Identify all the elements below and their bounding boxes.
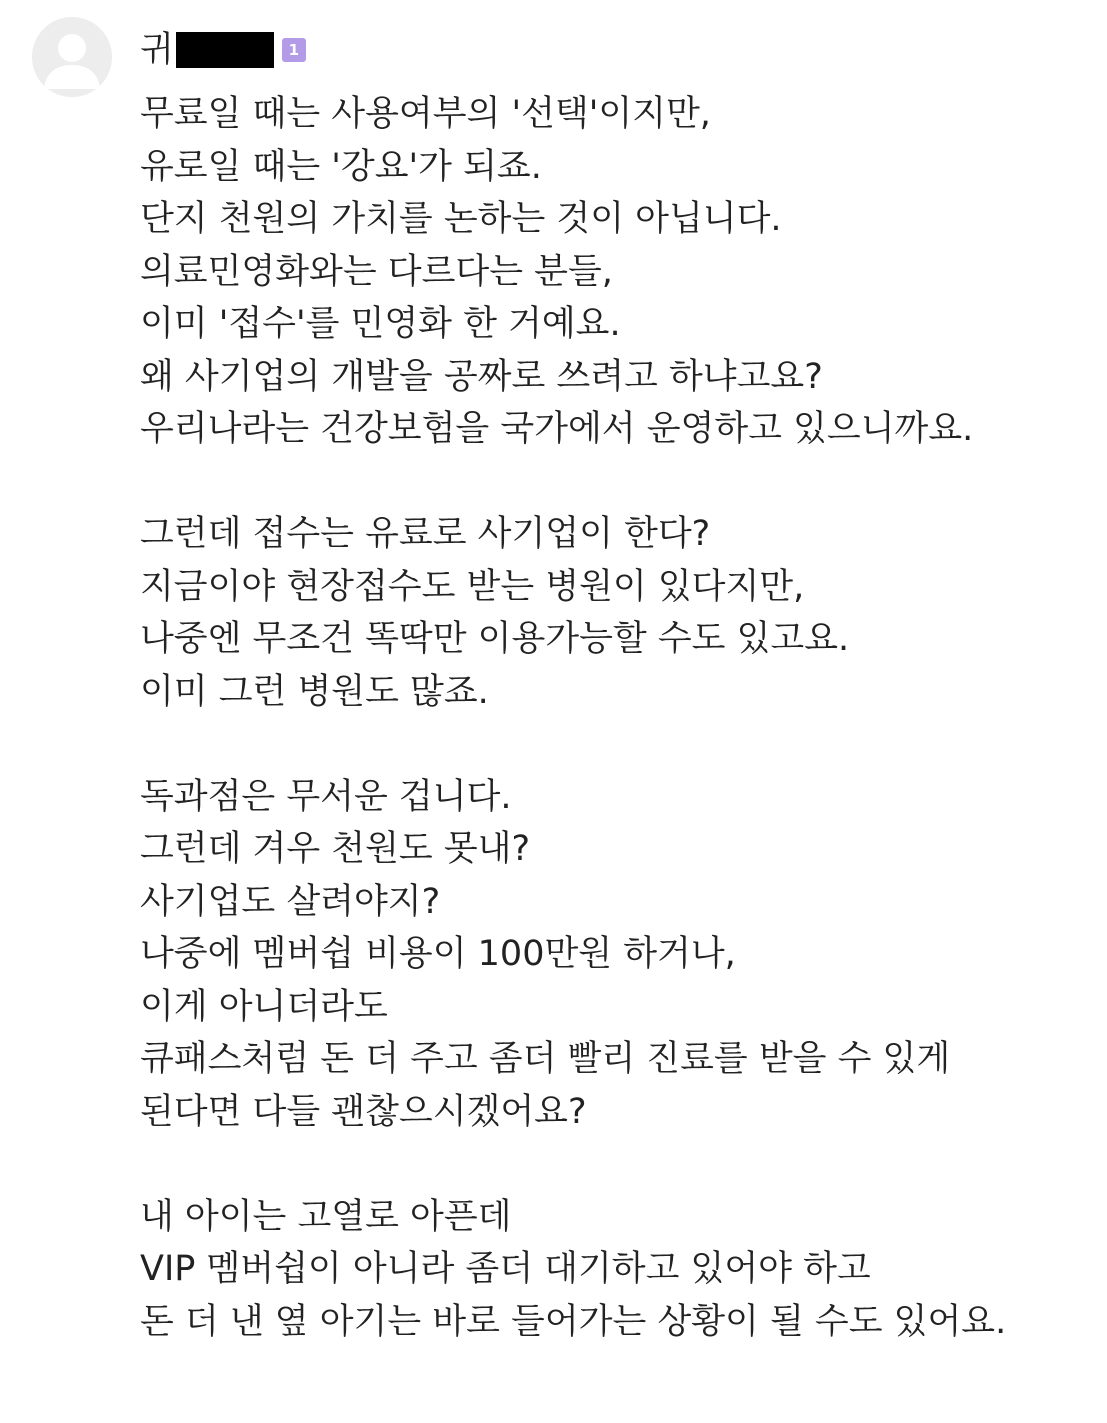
comment-line: 큐패스처럼 돈 더 주고 좀더 빨리 진료를 받을 수 있게 [140, 1039, 951, 1079]
comment-line: 의료민영화와는 다르다는 분들, [140, 251, 613, 292]
comment-line: 유로일 때는 '강요'가 되죠. [140, 146, 542, 187]
comment-line: 그런데 접수는 유료로 사기업이 한다? [140, 514, 711, 554]
comment-author[interactable] [140, 28, 306, 72]
default-user-avatar-icon[interactable] [32, 17, 112, 97]
comment-line: 나중에 멤버쉽 비용이 100만원 하거나, [140, 934, 736, 974]
comment-line: 돈 더 낸 옆 아기는 바로 들어가는 상황이 될 수도 있어요. [140, 1301, 1007, 1342]
comment-line: 그런데 겨우 천원도 못내? [140, 829, 531, 869]
member-level-badge: 1 [282, 38, 306, 62]
comment-line: 나중엔 무조건 똑딱만 이용가능할 수도 있고요. [140, 619, 850, 659]
name-redaction-bar [176, 32, 274, 68]
comment-line: 독과점은 무서운 겁니다. [140, 776, 512, 817]
comment-line: 무료일 때는 사용여부의 '선택'이지만, [140, 94, 711, 134]
comment-line: 단지 천원의 가치를 논하는 것이 아닙니다. [140, 199, 782, 239]
paragraph-spacer [140, 718, 1095, 771]
comment-line: VIP 멤버쉽이 아니라 좀더 대기하고 있어야 하고 [140, 1249, 871, 1289]
comment-line: 사기업도 살려야지? [140, 881, 441, 922]
comment-body [140, 88, 1095, 1348]
comment-line: 이게 아니더라도 [140, 986, 388, 1027]
comment-line: 이미 그런 병원도 많죠. [140, 671, 489, 712]
comment-line: 이미 '접수'를 민영화 한 거예요. [140, 304, 621, 344]
comment-line: 왜 사기업의 개발을 공짜로 쓰려고 하냐고요? [140, 356, 823, 397]
author-name[interactable]: 귀 [140, 30, 174, 70]
comment-line: 지금이야 현장접수도 받는 병원이 있다지만, [140, 566, 805, 607]
paragraph-spacer [140, 1138, 1095, 1191]
comment-line: 우리나라는 건강보험을 국가에서 운영하고 있으니까요. [140, 409, 974, 449]
comment-line: 내 아이는 고열로 아픈데 [140, 1196, 512, 1237]
comment-line: 된다면 다들 괜찮으시겠어요? [140, 1091, 587, 1132]
paragraph-spacer [140, 456, 1095, 509]
